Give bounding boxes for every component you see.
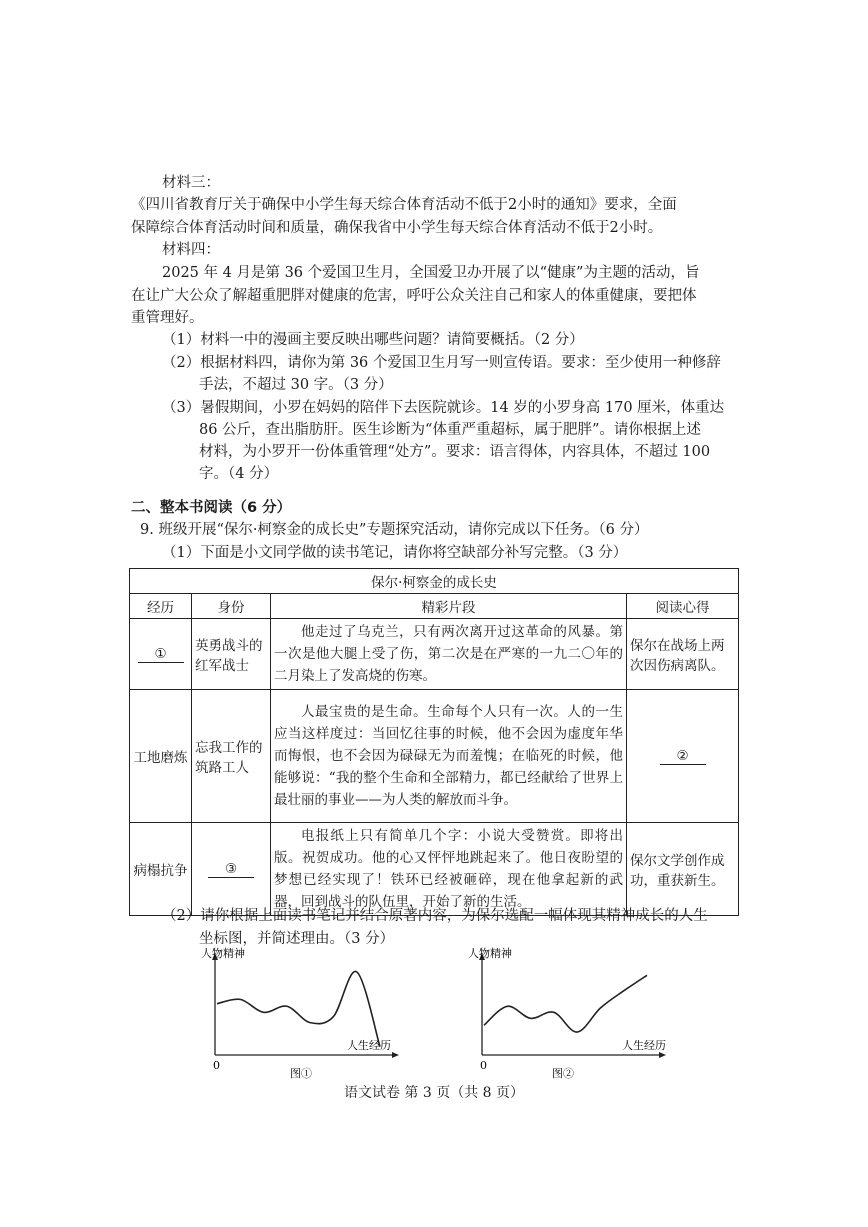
origin-label: 0 — [213, 1059, 220, 1072]
x-axis-arrow — [392, 1052, 399, 1058]
material3-label: 材料三： — [162, 175, 220, 191]
graph-caption: 图② — [552, 1067, 574, 1080]
header-identity: 身份 — [192, 594, 271, 619]
experience-cell: 病榻抗争 — [130, 823, 192, 916]
question-2-line1: （2）根据材料四，请你为第 36 个爱国卫生月写一则宣传语。要求：至少使用一种修辞 — [162, 355, 721, 371]
page-footer: 语文试卷 第 3 页（共 8 页） — [343, 1085, 525, 1101]
graph-caption: 图① — [290, 1067, 312, 1080]
y-axis-label: 人物精神 — [468, 947, 512, 960]
experience-cell: 工地磨炼 — [130, 690, 192, 823]
question-9-sub2-line2: 坐标图，并简述理由。（3 分） — [199, 931, 395, 947]
excerpt-cell: 他走过了乌克兰，只有两次离开过这革命的风暴。第一次是他大腿上受了伤，第二次是在严寒的一九二〇年的二月染上了发高烧的伤寒。 — [271, 619, 627, 690]
question-1: （1）材料一中的漫画主要反映出哪些问题？请简要概括。（2 分） — [162, 332, 584, 348]
material4-text-line2: 在让广大公众了解超重肥胖对健康的危害，呼吁公众关注自己和家人的体重健康，要把体 — [131, 288, 697, 304]
blank-2[interactable]: ② — [660, 748, 706, 765]
material3-text-line2: 保障综合体育活动时间和质量，确保我省中小学生每天综合体育活动不低于2小时。 — [131, 220, 663, 236]
question-2-line2: 手法，不超过 30 字。（3 分） — [199, 377, 393, 393]
question-3-line4: 字。（4 分） — [199, 466, 279, 482]
header-insight: 阅读心得 — [627, 594, 739, 619]
question-9: 9. 班级开展“保尔·柯察金的成长史”专题探究活动，请你完成以下任务。（6 分） — [140, 522, 649, 538]
graph-2-svg — [462, 945, 682, 1080]
header-experience: 经历 — [130, 594, 192, 619]
table-row — [130, 690, 739, 823]
blank-3-cell[interactable] — [192, 823, 271, 916]
section-heading: 二、整本书阅读（6 分） — [131, 500, 292, 516]
blank-3[interactable]: ③ — [208, 861, 254, 878]
header-excerpt: 精彩片段 — [271, 594, 627, 619]
spirit-curve — [484, 975, 647, 1032]
insight-cell: 保尔在战场上两次因伤病离队。 — [627, 619, 739, 690]
table-row — [130, 823, 739, 916]
x-axis-label: 人生经历 — [622, 1039, 666, 1052]
blank-1[interactable]: ① — [138, 646, 184, 663]
reading-notes-table — [129, 568, 739, 916]
excerpt-cell: 人最宝贵的是生命。生命每个人只有一次。人的一生应当这样度过：当回忆往事的时候，他不会因为虚度年华而悔恨，也不会因为碌碌无为而羞愧；在临死的时候，他能够说：“我的整个生命和全部精力，都已经献给了世界上最壮丽的事业——为人类的解放而斗争。 — [271, 690, 627, 823]
material4-text-line1: 2025 年 4 月是第 36 个爱国卫生月，全国爱卫办开展了以“健康”为主题的活动，旨 — [162, 265, 700, 281]
material4-text-line3: 重管理好。 — [131, 310, 204, 326]
y-axis-label: 人物精神 — [201, 947, 245, 960]
identity-cell: 英勇战斗的红军战士 — [192, 619, 271, 690]
x-axis-arrow — [659, 1052, 666, 1058]
spirit-curve — [217, 971, 380, 1046]
question-9-sub2-line1: （2）请你根据上面读书笔记并结合原著内容，为保尔选配一幅体现其精神成长的人生 — [162, 908, 708, 924]
graph-1-svg — [195, 945, 415, 1080]
excerpt-cell: 电报纸上只有简单几个字：小说大受赞赏。即将出版。祝贺成功。他的心又怦怦地跳起来了。他日夜盼望的梦想已经实现了！铁环已经被砸碎，现在他拿起新的武器，回到战斗的队伍里，开始了新的生活。 — [271, 823, 627, 916]
question-3-line3: 材料，为小罗开一份体重管理“处方”。要求：语言得体，内容具体，不超过 100 — [199, 444, 711, 460]
x-axis-label: 人生经历 — [347, 1039, 391, 1052]
identity-cell: 忘我工作的筑路工人 — [192, 690, 271, 823]
material4-label: 材料四： — [162, 242, 220, 258]
question-3-line1: （3）暑假期间，小罗在妈妈的陪伴下去医院就诊。14 岁的小罗身高 170 厘米，体重达 — [162, 400, 725, 416]
origin-label: 0 — [480, 1059, 487, 1072]
blank-1-cell[interactable] — [130, 619, 192, 690]
table-row — [130, 619, 739, 690]
table-caption: 保尔·柯察金的成长史 — [130, 569, 739, 594]
graph-1 — [195, 945, 415, 1080]
graph-2 — [462, 945, 682, 1080]
insight-cell: 保尔文学创作成功，重获新生。 — [627, 823, 739, 916]
blank-2-cell[interactable] — [627, 690, 739, 823]
question-9-sub1: （1）下面是小文同学做的读书笔记，请你将空缺部分补写完整。（3 分） — [162, 545, 628, 561]
material3-text-line1: 《四川省教育厅关于确保中小学生每天综合体育活动不低于2小时的通知》要求，全面 — [131, 197, 677, 213]
question-3-line2: 86 公斤，查出脂肪肝。医生诊断为“体重严重超标，属于肥胖”。请你根据上述 — [199, 422, 701, 438]
